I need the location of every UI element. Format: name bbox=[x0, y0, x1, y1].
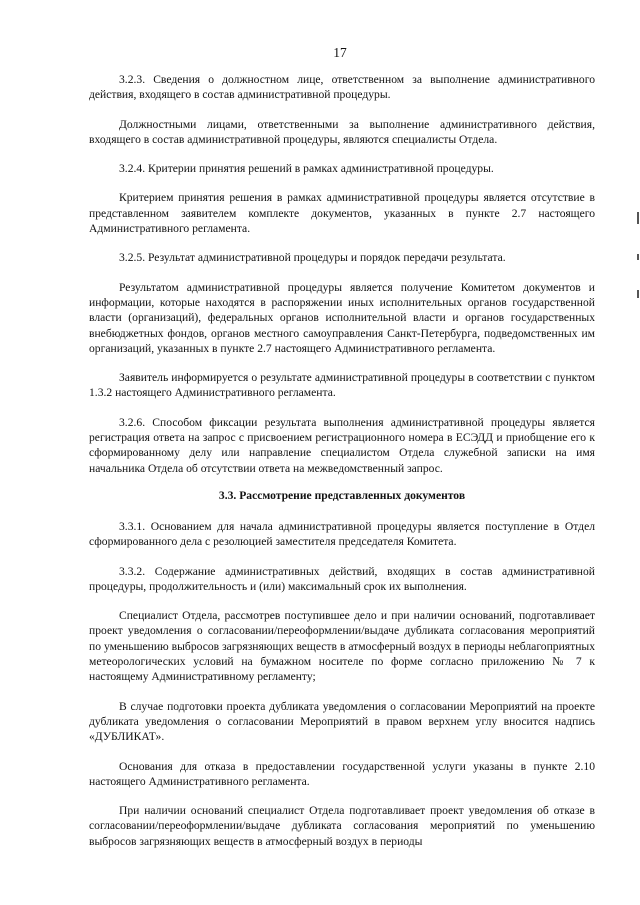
paragraph-refusal-grounds: Основания для отказа в предоставлении государственной услуги указаны в пункте 2.10 настоящего Административного регламента. bbox=[89, 759, 595, 788]
scan-edge-mark bbox=[637, 290, 639, 298]
scan-edge-mark bbox=[637, 254, 639, 260]
paragraph-3-2-6: 3.2.6. Способом фиксации результата выполнения административной процедуры является регистрация ответа на запрос с присвоением регистрационного номера в ЕСЭДД и приобщение его к сформированному делу или направление специалистом Отдела служебной записки на имя начальника Отдела об отсутствии ответа на межведомственный запрос. bbox=[89, 415, 595, 475]
paragraph-procedure-result: Результатом административной процедуры является получение Комитетом документов и информации, которые находятся в распоряжении иных исполнительных органов государственной власти (организаций), федеральных органов исполнительной власти и органов государственных внебюджетных фондов, органов местного самоуправления Санкт-Петербурга, подведомственных им организаций, указанных в пункте 2.7 настоящего Административного регламента. bbox=[89, 280, 595, 355]
paragraph-specialist-review: Специалист Отдела, рассмотрев поступившее дело и при наличии оснований, подготавливает проект уведомления о согласовании/переоформлении/выдаче дубликата согласования мероприятий по уменьшению выбросов загрязняющих веществ в атмосферный воздух в периоды неблагоприятных метеорологических условий на бумажном носителе по форме согласно приложению № 7 к настоящему Административному регламенту; bbox=[89, 609, 595, 684]
document-body bbox=[89, 72, 595, 863]
paragraph-3-2-5: 3.2.5. Результат административной процедуры и порядок передачи результата. bbox=[119, 251, 506, 265]
section-heading-3-3: 3.3. Рассмотрение представленных документов bbox=[218, 488, 466, 502]
paragraph-3-3-2: 3.3.2. Содержание административных действий, входящих в состав административной процедуры, продолжительность и (или) максимальный срок их выполнения. bbox=[89, 564, 595, 593]
paragraph-3-2-3: 3.2.3. Сведения о должностном лице, ответственном за выполнение административного действия, входящего в состав административной процедуры. bbox=[89, 73, 595, 102]
paragraph-refusal-notice: При наличии оснований специалист Отдела подготавливает проект уведомления об отказе в согласовании/переоформлении/выдаче дубликата согласования мероприятий по уменьшению выбросов загрязняющих веществ в атмосферный воздух в периоды bbox=[89, 804, 595, 848]
paragraph-applicant-informed: Заявитель информируется о результате административной процедуры в соответствии с пунктом 1.3.2 настоящего Административного регламента. bbox=[89, 371, 595, 400]
paragraph-decision-criterion: Критерием принятия решения в рамках административной процедуры является отсутствие в представленном заявителем комплекте документов, указанных в пункте 2.7 настоящего Административного регламента. bbox=[89, 191, 595, 236]
page-number: 17 bbox=[333, 45, 347, 60]
scan-edge-mark bbox=[637, 212, 639, 224]
paragraph-duplicate-note: В случае подготовки проекта дубликата уведомления о согласовании Мероприятий на проекте дубликата уведомления о согласовании Мероприятий в правом верхнем углу вносится надпись «ДУБЛИКАТ». bbox=[89, 699, 595, 744]
paragraph-responsible-officials: Должностными лицами, ответственными за выполнение административного действия, входящего в состав административной процедуры, являются специалисты Отдела. bbox=[89, 117, 595, 146]
paragraph-3-3-1: 3.3.1. Основанием для начала административной процедуры является поступление в Отдел сформированного дела с резолюцией заместителя председателя Комитета. bbox=[89, 519, 595, 549]
paragraph-3-2-4: 3.2.4. Критерии принятия решений в рамках административной процедуры. bbox=[119, 162, 494, 176]
